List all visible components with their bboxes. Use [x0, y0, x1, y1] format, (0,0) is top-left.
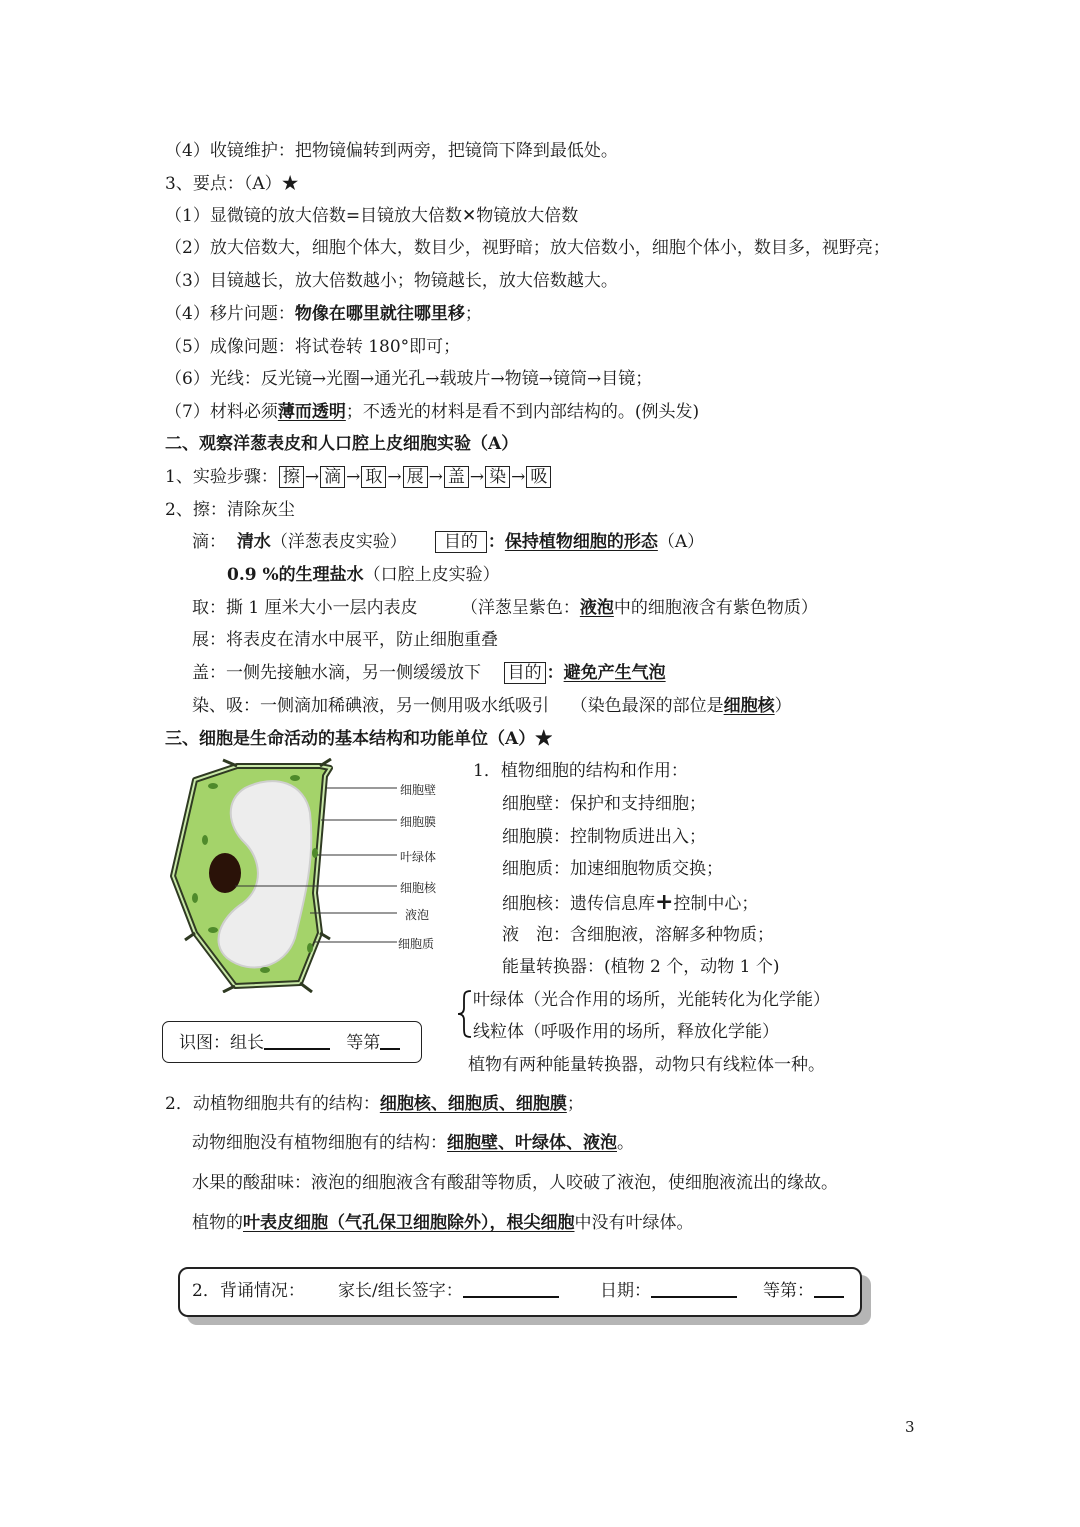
step-stain: 染、吸：一侧滴加稀碘液，另一侧用吸水纸吸引 （染色最深的部位是细胞核）: [192, 696, 792, 716]
point-1: （1）显微镜的放大倍数=目镜放大倍数✕物镜放大倍数: [165, 206, 579, 226]
recognition-text: 识图：组长 等第: [179, 1032, 400, 1054]
item-cell-wall: 细胞壁：保护和支持细胞；: [502, 794, 706, 814]
item-cytoplasm: 细胞质：加速细胞物质交换；: [502, 859, 723, 879]
item-nucleus: 细胞核：遗传信息库+控制中心；: [502, 889, 759, 915]
recitation-sign-box: [178, 1267, 862, 1317]
diagram-recognition-box: [162, 1021, 422, 1063]
step-drop: 滴： 清水（洋葱表皮实验） 目的 ：保持植物细胞的形态（A）: [192, 532, 705, 552]
grade-blank[interactable]: [380, 1032, 400, 1050]
point-3: （3）目镜越长，放大倍数越小；物镜越长，放大倍数越大。: [165, 271, 618, 291]
date-field: 日期：: [600, 1280, 737, 1302]
item-mitochondria: 线粒体（呼吸作用的场所，释放化学能）: [473, 1022, 779, 1042]
recite-label: 2．背诵情况：: [192, 1281, 305, 1301]
point-6: （6）光线：反光镜→光圈→通光孔→载玻片→物镜→镜筒→目镜；: [165, 369, 653, 389]
common-structures: 2．动植物细胞共有的结构：细胞核、细胞质、细胞膜；: [165, 1094, 584, 1114]
point-4: （4）移片问题：物像在哪里就往哪里移；: [165, 304, 482, 324]
label-cytoplasm: 细胞质: [398, 937, 435, 951]
step-take: 取：撕 1 厘米大小一层内表皮 （洋葱呈紫色：液泡中的细胞液含有紫色物质）: [192, 598, 818, 618]
key-points-heading: 3、要点：（A）★: [165, 174, 299, 194]
leader-blank[interactable]: [264, 1032, 330, 1050]
experiment-steps: 1、实验步骤： 擦 → 滴 → 取 → 展 → 盖 → 染 → 吸: [165, 466, 552, 488]
energy-summary: 植物有两种能量转换器，动物只有线粒体一种。: [468, 1055, 825, 1075]
animal-lacks: 动物细胞没有植物细胞有的结构：细胞壁、叶绿体、液泡。: [192, 1133, 634, 1153]
point-7: （7）材料必须薄而透明；不透光的材料是看不到内部结构的。(例头发): [165, 402, 700, 422]
point-2: （2）放大倍数大，细胞个体大，数目少，视野暗；放大倍数小，细胞个体小，数目多，视野亮；: [165, 238, 890, 258]
plant-cell-title: 1．植物细胞的结构和作用：: [473, 761, 688, 781]
label-cell-wall: 细胞壁: [400, 783, 437, 797]
step-cover: 盖：一侧先接触水滴，另一侧缓缓放下 目的 ：避免产生气泡: [192, 663, 666, 683]
fruit-taste: 水果的酸甜味：液泡的细胞液含有酸甜等物质，人咬破了液泡，使细胞液流出的缘故。: [192, 1173, 838, 1193]
label-cell-membrane: 细胞膜: [400, 815, 437, 829]
step-spread: 展：将表皮在清水中展平，防止细胞重叠: [192, 630, 498, 650]
label-vacuole: 液泡: [405, 908, 430, 922]
brace-icon: [455, 988, 473, 1040]
signature-blank[interactable]: [463, 1280, 559, 1298]
section-3-heading: 三、细胞是生命活动的基本结构和功能单位（A）★: [165, 729, 553, 749]
label-chloroplast: 叶绿体: [400, 850, 437, 864]
grade-field: 等第：: [763, 1280, 844, 1302]
line-lens-maintenance: （4）收镜维护：把物镜偏转到两旁，把镜筒下降到最低处。: [165, 141, 618, 161]
page-number: 3: [905, 1418, 915, 1436]
item-vacuole: 液 泡：含细胞液，溶解多种物质；: [502, 925, 774, 945]
item-energy-converter: 能量转换器：(植物 2 个，动物 1 个): [502, 957, 780, 977]
nucleus-shape: [209, 853, 241, 893]
final-grade-blank[interactable]: [814, 1280, 844, 1298]
item-chloroplast: 叶绿体（光合作用的场所，光能转化为化学能）: [473, 990, 830, 1010]
step-wipe: 2、擦：清除灰尘: [165, 500, 295, 520]
point-5: （5）成像问题：将试卷转 180°即可；: [165, 337, 461, 357]
item-cell-membrane: 细胞膜：控制物质进出入；: [502, 827, 706, 847]
date-blank[interactable]: [651, 1280, 737, 1298]
parent-sign: 家长/组长签字：: [338, 1280, 559, 1302]
step-drop-saline: 0.9 %的生理盐水（口腔上皮实验）: [227, 565, 500, 585]
label-nucleus: 细胞核: [400, 881, 437, 895]
section-2-heading: 二、观察洋葱表皮和人口腔上皮细胞实验（A）: [165, 434, 519, 454]
no-chloroplast-cells: 植物的叶表皮细胞（气孔保卫细胞除外），根尖细胞中没有叶绿体。: [192, 1213, 694, 1233]
